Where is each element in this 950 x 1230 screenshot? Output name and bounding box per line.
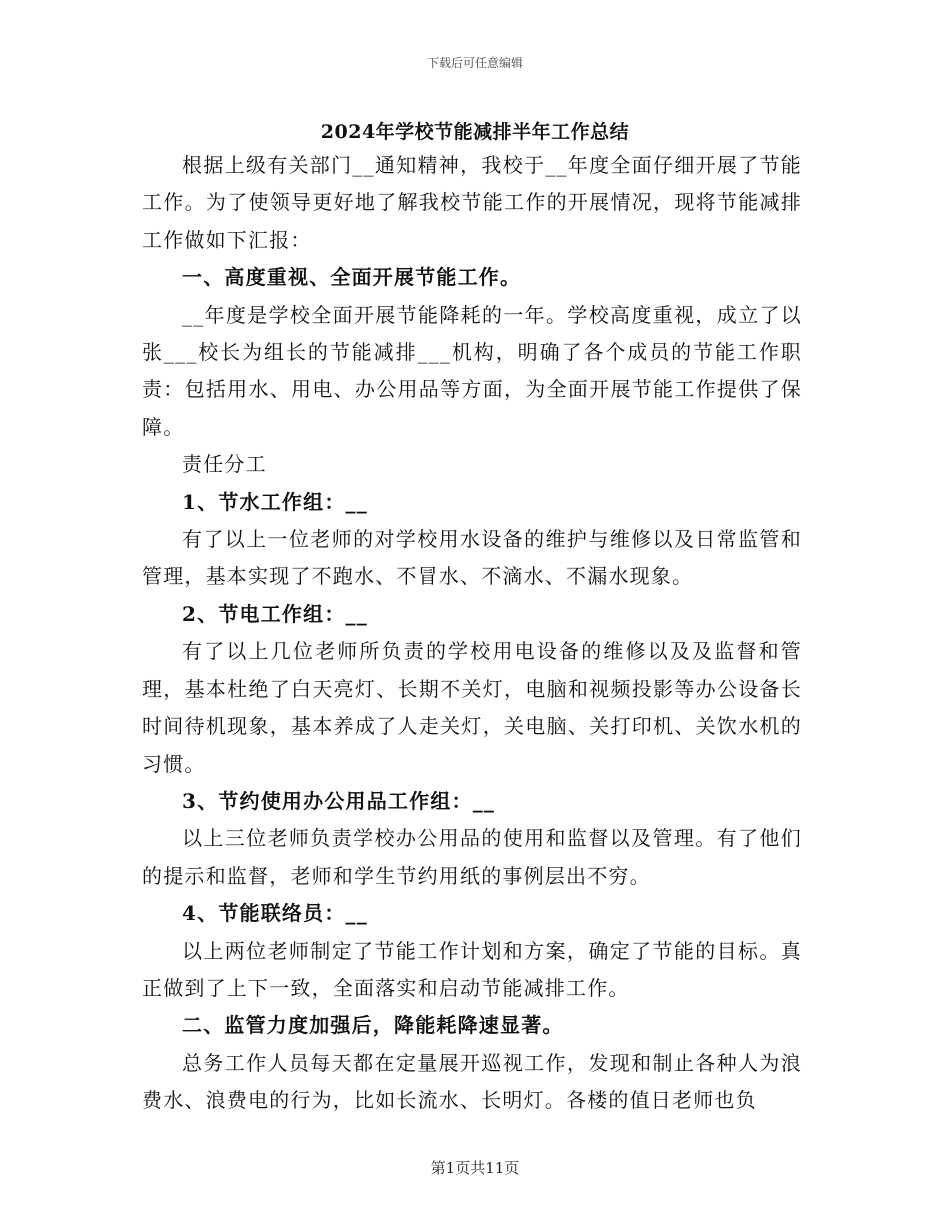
paragraph-power-group: 有了以上几位老师所负责的学校用电设备的维修以及及监督和管理，基本杜绝了白天亮灯、长期不关灯，电脑和视频投影等办公设备长时间待机现象，基本养成了人走关灯，关电脑、关打印机、关饮水机的习惯。 <box>142 639 802 776</box>
section-heading-2: 二、监管力度加强后，降能耗降速显著。 <box>182 1013 564 1038</box>
subheading-office-supplies-group: 3、节约使用办公用品工作组：__ <box>182 788 496 813</box>
subheading-power-group: 2、节电工作组：__ <box>182 601 368 626</box>
paragraph-section-1: __年度是学校全面开展节能降耗的一年。学校高度重视，成立了以张___校长为组长的节能减排___机构，明确了各个成员的节能工作职责：包括用水、用电、办公用品等方面，为全面开展节能工作提供了保障。 <box>142 302 802 439</box>
subheading-water-group: 1、节水工作组：__ <box>182 489 368 514</box>
paragraph-liaison: 以上两位老师制定了节能工作计划和方案，确定了节能的目标。真正做到了上下一致，全面落实和启动节能减排工作。 <box>142 938 802 1000</box>
paragraph-responsibility: 责任分工 <box>182 452 267 477</box>
paragraph-water-group: 有了以上一位老师的对学校用水设备的维护与维修以及日常监管和管理，基本实现了不跑水、不冒水、不滴水、不漏水现象。 <box>142 527 802 589</box>
header-note: 下载后可任意编辑 <box>426 56 523 70</box>
document-body <box>142 147 802 1120</box>
document-title: 2024年学校节能减排半年工作总结 <box>320 121 630 143</box>
paragraph-intro: 根据上级有关部门__通知精神，我校于__年度全面仔细开展了节能工作。为了使领导更好地了解我校节能工作的开展情况，现将节能减排工作做如下汇报： <box>142 153 802 252</box>
page-number-footer: 第1页共11页 <box>430 1159 520 1177</box>
paragraph-section-2: 总务工作人员每天都在定量展开巡视工作，发现和制止各种人为浪费水、浪费电的行为，比如长流水、长明灯。各楼的值日老师也负 <box>142 1050 802 1113</box>
paragraph-office-supplies-group: 以上三位老师负责学校办公用品的使用和监督以及管理。有了他们的提示和监督，老师和学生节约用纸的事例层出不穷。 <box>142 826 802 888</box>
section-heading-1: 一、高度重视、全面开展节能工作。 <box>182 265 522 290</box>
subheading-liaison: 4、节能联络员：__ <box>182 901 368 926</box>
